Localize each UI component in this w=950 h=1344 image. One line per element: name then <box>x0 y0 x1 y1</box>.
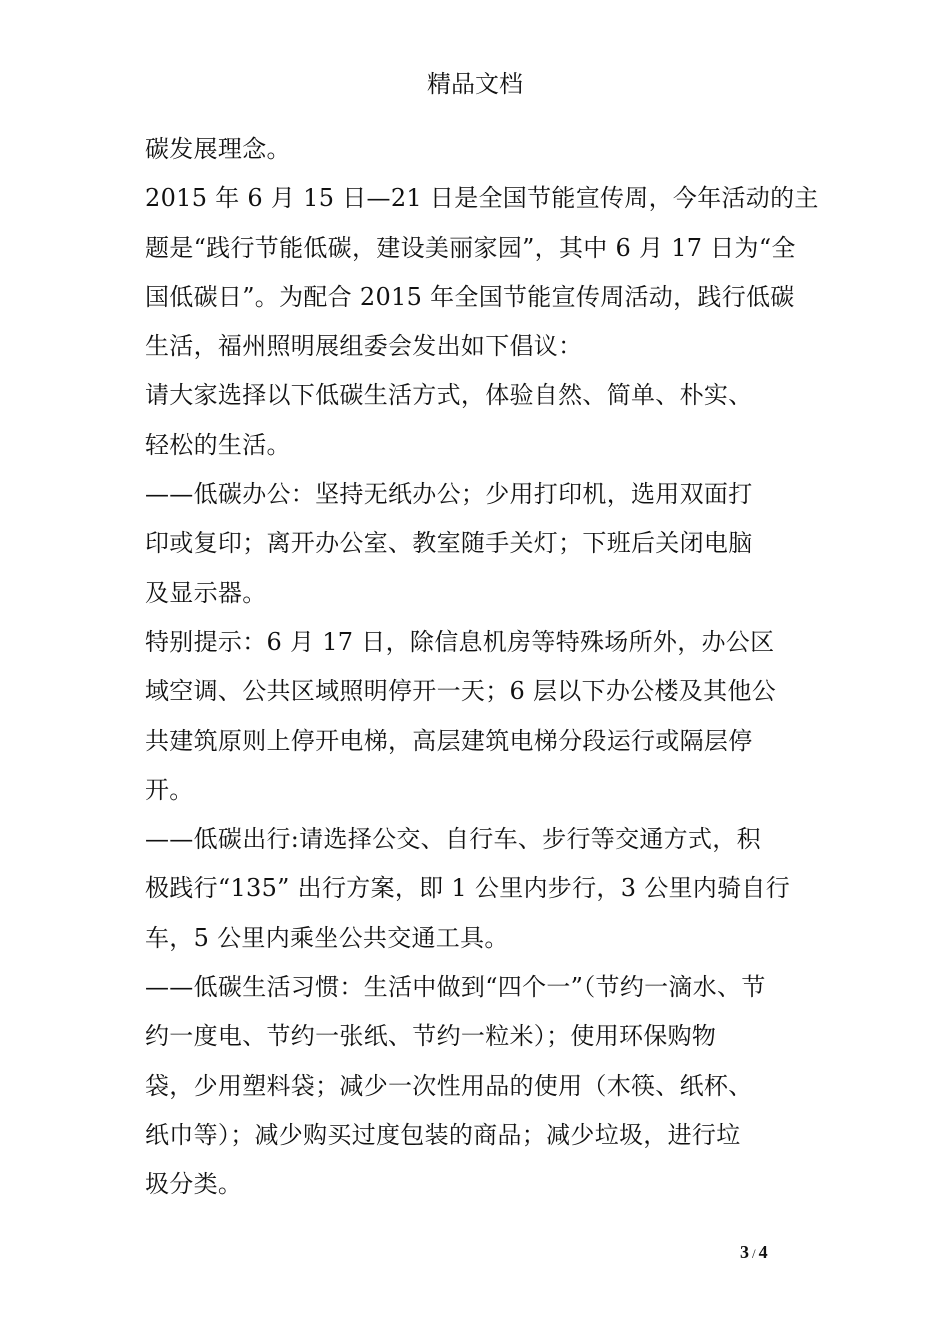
body-line: 2015 年 6 月 15 日—21 日是全国节能宣传周，今年活动的主 <box>145 184 819 213</box>
page-header-title: 精品文档 <box>427 70 523 98</box>
page-separator: / <box>752 1246 756 1261</box>
current-page-number: 3 <box>740 1242 749 1262</box>
body-line: 题是“践行节能低碳，建设美丽家园”，其中 6 月 17 日为“全 <box>145 233 796 262</box>
body-line: 轻松的生活。 <box>145 430 291 459</box>
body-line: 域空调、公共区域照明停开一天；6 层以下办公楼及其他公 <box>145 677 776 706</box>
body-line: 纸巾等）；减少购买过度包装的商品；减少垃圾，进行垃 <box>145 1120 741 1149</box>
body-line: 约一度电、节约一张纸、节约一粒米）；使用环保购物 <box>145 1022 717 1051</box>
body-line: 国低碳日”。为配合 2015 年全国节能宣传周活动，践行低碳 <box>145 282 795 311</box>
document-body <box>145 125 819 1210</box>
body-line: 请大家选择以下低碳生活方式，体验自然、简单、朴实、 <box>145 381 753 410</box>
body-line: 开。 <box>145 775 194 804</box>
body-line: 特别提示：6 月 17 日，除信息机房等特殊场所外，办公区 <box>145 627 775 656</box>
body-line: 碳发展理念。 <box>145 135 291 163</box>
page-number <box>740 1240 768 1266</box>
body-line: 及显示器。 <box>145 578 267 607</box>
body-line: 圾分类。 <box>145 1170 243 1199</box>
body-line: ——低碳生活习惯：生活中做到“四个一”（节约一滴水、节 <box>145 973 766 1002</box>
body-line: 印或复印；离开办公室、教室随手关灯；下班后关闭电脑 <box>145 529 753 558</box>
body-line: 共建筑原则上停开电梯，高层建筑电梯分段运行或隔层停 <box>145 726 753 755</box>
body-line: ——低碳出行:请选择公交、自行车、步行等交通方式，积 <box>145 825 761 854</box>
body-line: 袋，少用塑料袋；减少一次性用品的使用（木筷、纸杯、 <box>145 1071 753 1100</box>
body-line: 生活，福州照明展组委会发出如下倡议： <box>145 332 583 361</box>
body-line: ——低碳办公：坚持无纸办公；少用打印机，选用双面打 <box>145 480 753 509</box>
total-pages-number: 4 <box>758 1242 768 1262</box>
body-line: 极践行“135” 出行方案，即 1 公里内步行，3 公里内骑自行 <box>145 874 791 903</box>
body-line: 车，5 公里内乘坐公共交通工具。 <box>145 923 509 952</box>
